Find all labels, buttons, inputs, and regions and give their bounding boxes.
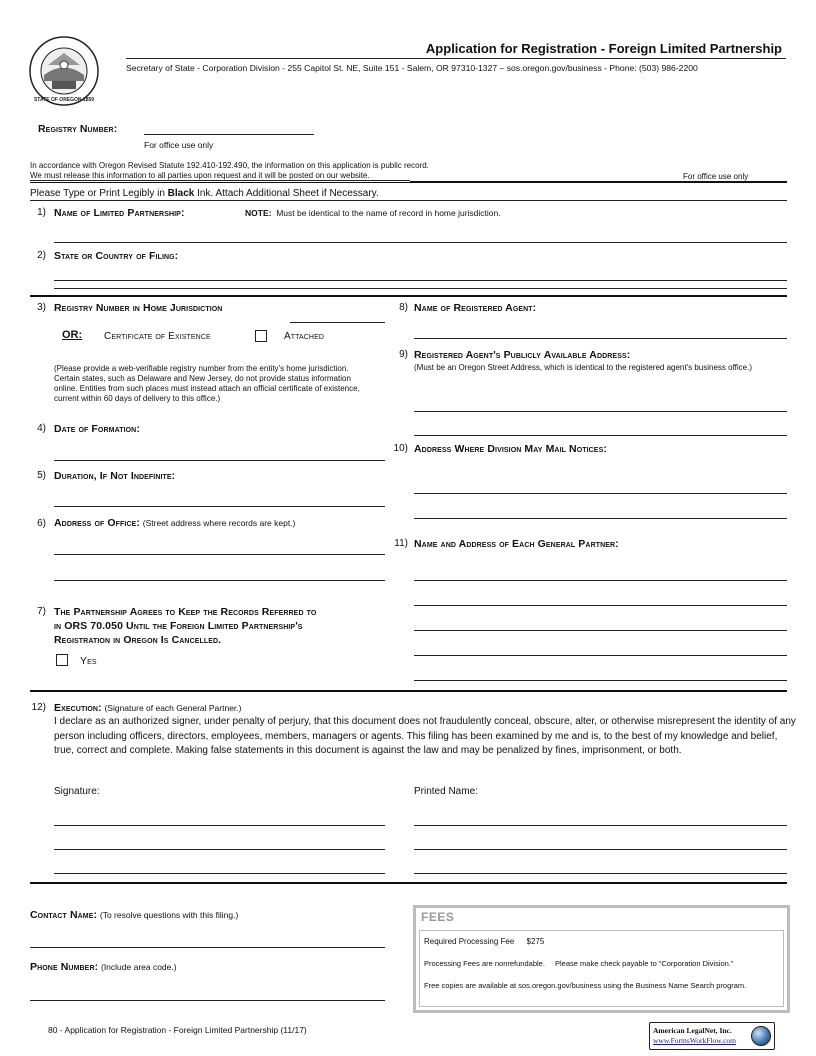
item-3-attached-checkbox[interactable] xyxy=(255,330,267,342)
item-1-label: Name of Limited Partnership: xyxy=(54,207,185,219)
fees-nonrefundable-row xyxy=(424,959,733,968)
legalnet-logo-url[interactable]: www.FormsWorkFlow.com xyxy=(653,1036,737,1045)
fees-nonrefundable: Processing Fees are nonrefundable. xyxy=(424,959,545,968)
registry-number-label: Registry Number: xyxy=(38,123,118,135)
item-2-number: 2) xyxy=(37,250,46,261)
item-6-number: 6) xyxy=(37,518,46,529)
fees-amount: $275 xyxy=(526,937,545,946)
item-5-label: Duration, If Not Indefinite: xyxy=(54,470,176,482)
legalnet-logo-name: American LegalNet, Inc. xyxy=(653,1026,732,1035)
printed-name-field-2[interactable] xyxy=(414,849,787,850)
item-3-or: OR: xyxy=(62,329,83,341)
item-5-field[interactable] xyxy=(54,506,385,507)
item-11-field-3[interactable] xyxy=(414,630,787,631)
instructions-pre: Please Type or Print Legibly in xyxy=(30,188,168,199)
item-7-line-3: Registration in Oregon Is Cancelled. xyxy=(54,634,222,646)
phone-number-label: Phone Number: xyxy=(30,961,99,973)
public-record-notice-2: We must release this information to all parties upon request and it will be posted on our website. xyxy=(30,171,370,180)
item-9-help: (Must be an Oregon Street Address, which is identical to the registered agent's business office.) xyxy=(414,363,753,372)
section-rule-3 xyxy=(30,690,787,692)
item-11-label: Name and Address of Each General Partner: xyxy=(414,538,619,550)
item-7-number: 7) xyxy=(37,606,46,617)
instructions xyxy=(30,188,379,199)
item-6-field-1[interactable] xyxy=(54,554,385,555)
item-12-declaration: I declare as an authorized signer, under penalty of perjury, that this document does not fraudulently conceal, obscure, alter, or otherwise misrepresent the identity of any person including officers, directors, employees, members, managers or agents. This filing has been examined by me and is, to the best of my knowledge and belief, true, correct and complete. Making false statements in this document is against the law and may be penalized by fines, imprisonment, or both. xyxy=(54,716,796,756)
seal-text: STATE OF OREGON 1859 xyxy=(33,97,95,103)
item-1-number: 1) xyxy=(37,207,46,218)
fees-box xyxy=(413,905,790,1013)
item-11-field-1[interactable] xyxy=(414,580,787,581)
item-12-label-group xyxy=(54,702,241,714)
signature-label: Signature: xyxy=(54,786,100,797)
item-3-help: (Please provide a web-verifiable registry number from the entity's home jurisdiction. Certain states, such as Delaware and New Jersey, do not provide status information online. Entities from such places must instead attach an official certificate of existence, current within 60 days of delivery to this office.) xyxy=(54,364,360,403)
form-id: 80 - Application for Registration - Foreign Limited Partnership (11/17) xyxy=(48,1025,307,1035)
item-3-cert-label: Certificate of Existence xyxy=(104,331,211,342)
fees-payable: Please make check payable to “Corporation Division.” xyxy=(555,959,734,968)
notice-rule-left xyxy=(30,182,410,183)
item-7-line-2: in ORS 70.050 Until the Foreign Limited Partnership's xyxy=(54,620,303,632)
item-10-field-2[interactable] xyxy=(414,518,787,519)
item-8-number: 8) xyxy=(399,302,408,313)
item-1-note-text: Must be identical to the name of record in home jurisdiction. xyxy=(276,208,501,218)
item-9-label: Registered Agent's Publicly Available Address: xyxy=(414,349,631,361)
printed-name-field-3[interactable] xyxy=(414,873,787,874)
item-12-number: 12) xyxy=(31,702,46,713)
item-6-field-2[interactable] xyxy=(54,580,385,581)
item-8-label: Name of Registered Agent: xyxy=(414,302,537,314)
fees-title: FEES xyxy=(421,910,455,924)
office-use-right: For office use only xyxy=(683,172,749,181)
item-7-line-1: The Partnership Agrees to Keep the Records Referred to xyxy=(54,606,317,618)
agency-address: Secretary of State - Corporation Division - 255 Capitol St. NE, Suite 151 - Salem, OR 97310-1327 – sos.oregon.gov/business - Phone: (503) 986-2200 xyxy=(126,63,698,73)
item-10-field-1[interactable] xyxy=(414,493,787,494)
instructions-post: Ink. Attach Additional Sheet if Necessary. xyxy=(194,188,379,199)
item-11-field-2[interactable] xyxy=(414,605,787,606)
signature-field-2[interactable] xyxy=(54,849,385,850)
legalnet-logo[interactable] xyxy=(649,1022,775,1050)
signature-field-1[interactable] xyxy=(54,825,385,826)
item-3-attached-label: Attached xyxy=(284,331,325,342)
form-title: Application for Registration - Foreign Limited Partnership xyxy=(425,41,782,56)
item-6-help: (Street address where records are kept.) xyxy=(142,518,296,528)
fees-content xyxy=(419,930,784,1007)
section-rule-2 xyxy=(30,295,787,297)
registry-number-field[interactable] xyxy=(144,134,314,135)
item-3-number: 3) xyxy=(37,302,46,313)
item-4-number: 4) xyxy=(37,423,46,434)
contact-name-label: Contact Name: xyxy=(30,909,98,921)
item-9-number: 9) xyxy=(399,349,408,360)
item-2-label: State or Country of Filing: xyxy=(54,250,179,262)
item-1-note-label: NOTE: xyxy=(245,208,272,218)
office-use-label: For office use only xyxy=(144,140,214,150)
item-3-label: Registry Number in Home Jurisdiction xyxy=(54,302,223,314)
phone-number-label-group xyxy=(30,961,177,973)
item-3-field[interactable] xyxy=(290,322,385,323)
phone-number-field[interactable] xyxy=(30,1000,385,1001)
item-4-field[interactable] xyxy=(54,460,385,461)
item-1-note xyxy=(245,208,501,218)
section-rule-4 xyxy=(30,882,787,884)
notice-rule xyxy=(410,181,787,183)
item-12-label: Execution: xyxy=(54,702,102,714)
item-7-yes-checkbox[interactable] xyxy=(56,654,68,666)
item-9-field-1[interactable] xyxy=(414,411,787,412)
item-6-label-group xyxy=(54,517,295,529)
item-10-number: 10) xyxy=(393,443,408,454)
section-rule-1 xyxy=(54,288,787,289)
state-seal xyxy=(28,35,100,107)
item-2-field[interactable] xyxy=(54,280,787,281)
notice-underline xyxy=(30,180,410,181)
fees-required-label: Required Processing Fee xyxy=(424,937,515,946)
item-4-label: Date of Formation: xyxy=(54,423,140,435)
header-rule xyxy=(126,58,786,59)
item-11-number: 11) xyxy=(394,538,408,549)
item-11-field-4[interactable] xyxy=(414,655,787,656)
item-6-label: Address of Office: xyxy=(54,517,140,529)
contact-name-help: (To resolve questions with this filing.) xyxy=(99,910,239,920)
item-9-field-2[interactable] xyxy=(414,435,787,436)
printed-name-field-1[interactable] xyxy=(414,825,787,826)
item-12-help: (Signature of each General Partner.) xyxy=(104,703,242,713)
instructions-bold: Black xyxy=(167,188,195,199)
phone-number-help: (Include area code.) xyxy=(100,962,177,972)
item-10-label: Address Where Division May Mail Notices: xyxy=(414,443,607,455)
signature-field-3[interactable] xyxy=(54,873,385,874)
contact-name-field[interactable] xyxy=(30,947,385,948)
item-11-field-5[interactable] xyxy=(414,680,787,681)
contact-name-label-group xyxy=(30,909,238,921)
printed-name-label: Printed Name: xyxy=(414,786,478,797)
fees-free-copies: Free copies are available at sos.oregon.gov/business using the Business Name Search program. xyxy=(424,981,747,990)
public-record-notice-1: In accordance with Oregon Revised Statute 192.410-192.490, the information on this application is public record. xyxy=(30,161,429,170)
fees-required-row xyxy=(424,937,544,946)
instructions-rule xyxy=(30,200,787,201)
item-8-field[interactable] xyxy=(414,338,787,339)
item-7-yes-label: Yes xyxy=(80,655,97,667)
item-5-number: 5) xyxy=(37,470,46,481)
item-1-field[interactable] xyxy=(54,242,787,243)
legalnet-globe-icon xyxy=(751,1026,771,1046)
